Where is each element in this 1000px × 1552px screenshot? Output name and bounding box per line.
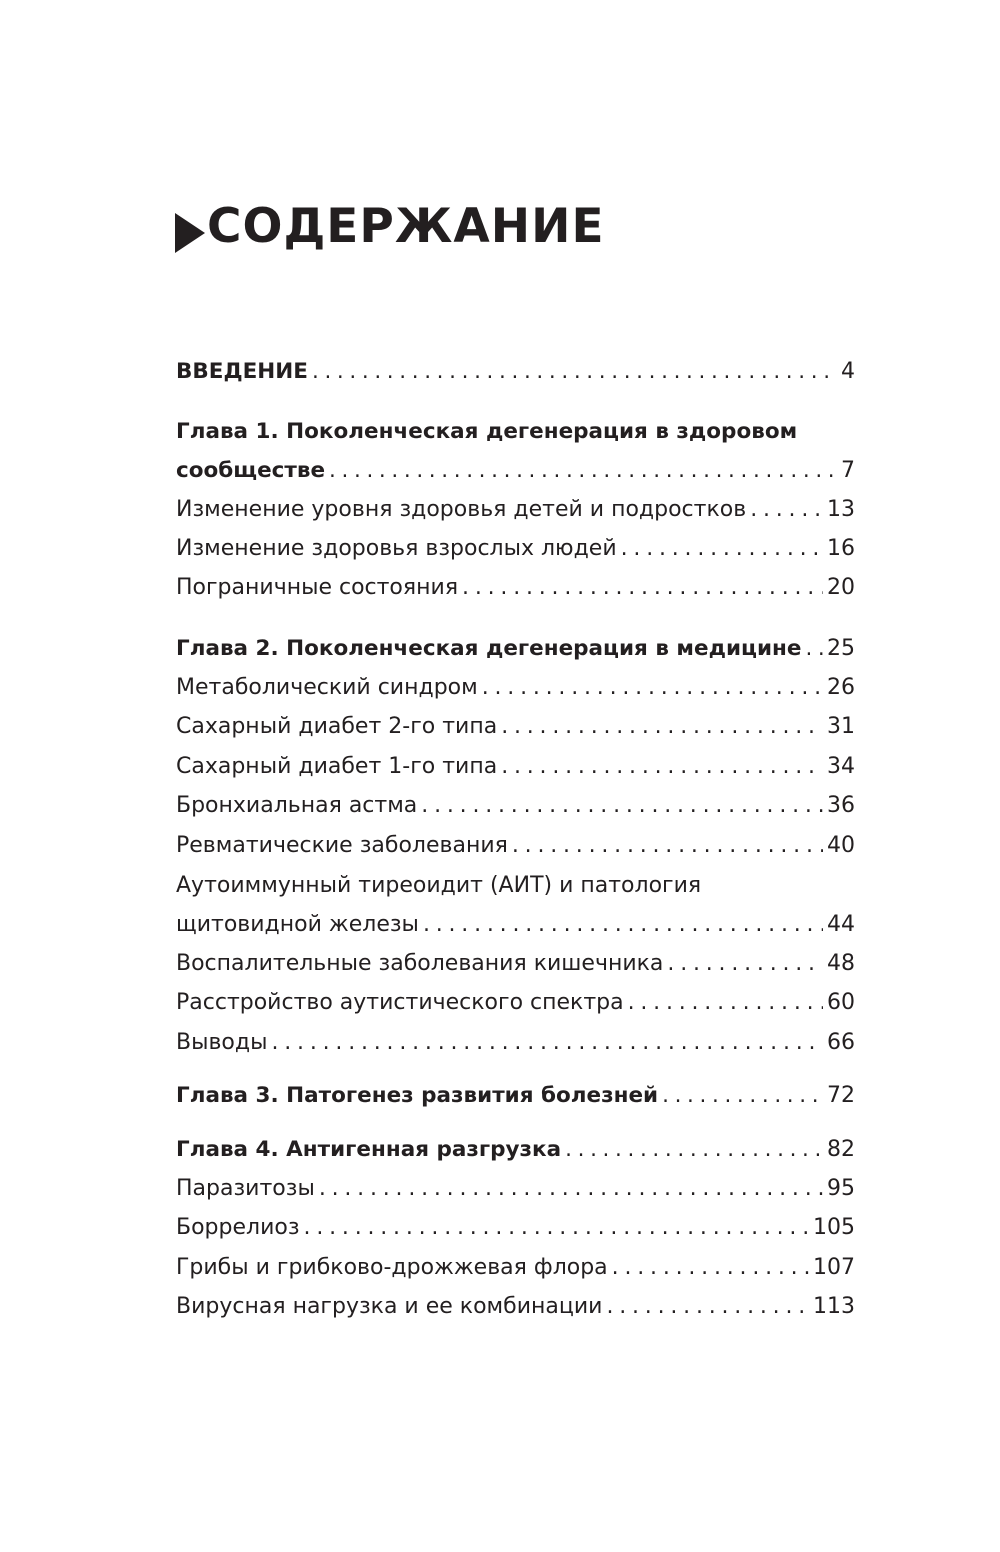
toc-chapter-entry[interactable] [176,458,855,492]
toc-section-entry[interactable] [176,1215,855,1249]
toc-page-number: 20 [827,575,855,600]
toc-page-number: 31 [827,714,855,739]
toc-entry-label: сообществе [176,458,326,483]
dot-leader [312,359,837,384]
toc-entry-label: щитовидной железы [176,912,419,937]
toc-section-entry[interactable] [176,575,855,609]
toc-section-entry[interactable] [176,536,855,570]
toc-entry-label: Пограничные состояния [176,575,459,600]
dot-leader [304,1215,809,1240]
dot-leader [612,1255,809,1280]
dot-leader [501,754,823,779]
toc-section-entry[interactable] [176,951,855,985]
toc-chapter-entry[interactable] [176,636,855,670]
toc-page-number: 66 [827,1030,855,1055]
dot-leader [423,912,823,937]
toc-entry-label: Воспалительные заболевания кишечника [176,951,664,976]
toc-chapter-entry[interactable] [176,359,855,393]
dot-leader [621,536,823,561]
toc-entry-label: Грибы и грибково-дрожжевая флора [176,1255,608,1280]
toc-page-number: 82 [827,1137,855,1162]
dot-leader [421,793,823,818]
dot-leader [512,833,823,858]
toc-section-entry[interactable] [176,754,855,788]
dot-leader [462,575,823,600]
toc-page-number: 40 [827,833,855,858]
dot-leader [482,675,823,700]
toc-entry-label: Изменение здоровья взрослых людей [176,536,617,561]
dot-leader [319,1176,823,1201]
toc-page-number: 105 [813,1215,855,1240]
dot-leader [662,1083,823,1108]
toc-entry-label: ВВЕДЕНИЕ [176,359,308,384]
toc-entry-label-line1: Глава 1. Поколенческая дегенерация в здоровом [176,418,798,444]
dot-leader [565,1137,823,1162]
triangle-bullet-icon [175,213,205,253]
toc-page-number: 107 [813,1255,855,1280]
toc-page-number: 72 [827,1083,855,1108]
toc-page-number: 25 [827,636,855,661]
toc-page-number: 34 [827,754,855,779]
toc-entry-label: Глава 3. Патогенез развития болезней [176,1083,659,1108]
toc-page-number: 13 [827,497,855,522]
toc-page-number: 4 [841,359,855,384]
toc-section-entry[interactable] [176,1255,855,1289]
toc-entry-label: Расстройство аутистического спектра [176,990,624,1015]
dot-leader [750,497,823,522]
toc-page-number: 16 [827,536,855,561]
toc-chapter-entry[interactable] [176,1137,855,1171]
toc-entry-label: Метаболический синдром [176,675,478,700]
toc-section-entry[interactable] [176,1176,855,1210]
dot-leader [628,990,823,1015]
toc-section-entry[interactable] [176,714,855,748]
toc-entry-label: Сахарный диабет 2-го типа [176,714,498,739]
toc-section-entry[interactable] [176,793,855,827]
dot-leader [606,1294,809,1319]
toc-page-number: 95 [827,1176,855,1201]
toc-section-entry[interactable] [176,1294,855,1328]
toc-section-entry[interactable] [176,990,855,1024]
dot-leader [329,458,837,483]
toc-entry-label: Изменение уровня здоровья детей и подростков [176,497,747,522]
toc-section-entry[interactable] [176,1030,855,1064]
dot-leader [667,951,823,976]
toc-page-number: 36 [827,793,855,818]
toc-entry-label: Глава 4. Антигенная разгрузка [176,1137,562,1162]
toc-page-number: 60 [827,990,855,1015]
toc-page-number: 48 [827,951,855,976]
toc-page-number: 7 [841,458,855,483]
toc-page-number: 26 [827,675,855,700]
toc-entry-label: Глава 2. Поколенческая дегенерация в медицине [176,636,802,661]
toc-entry-label: Вирусная нагрузка и ее комбинации [176,1294,603,1319]
toc-section-entry[interactable] [176,675,855,709]
toc-title [175,196,605,256]
toc-chapter-entry[interactable] [176,1083,855,1117]
toc-section-entry[interactable] [176,497,855,531]
toc-section-entry[interactable] [176,912,855,946]
dot-leader [805,636,823,661]
toc-entry-label: Ревматические заболевания [176,833,508,858]
toc-page-number: 44 [827,912,855,937]
toc-section-entry[interactable] [176,833,855,867]
toc-entry-label: Выводы [176,1030,268,1055]
dot-leader [501,714,823,739]
dot-leader [271,1030,823,1055]
toc-entry-label: Паразитозы [176,1176,315,1201]
toc-heading: СОДЕРЖАНИЕ [207,198,605,254]
toc-page-number: 113 [813,1294,855,1319]
toc-entry-label-line1: Аутоиммунный тиреоидит (АИТ) и патология [176,872,702,898]
toc-entry-label: Бронхиальная астма [176,793,418,818]
toc-entry-label: Боррелиоз [176,1215,300,1240]
toc-entry-label: Сахарный диабет 1-го типа [176,754,498,779]
